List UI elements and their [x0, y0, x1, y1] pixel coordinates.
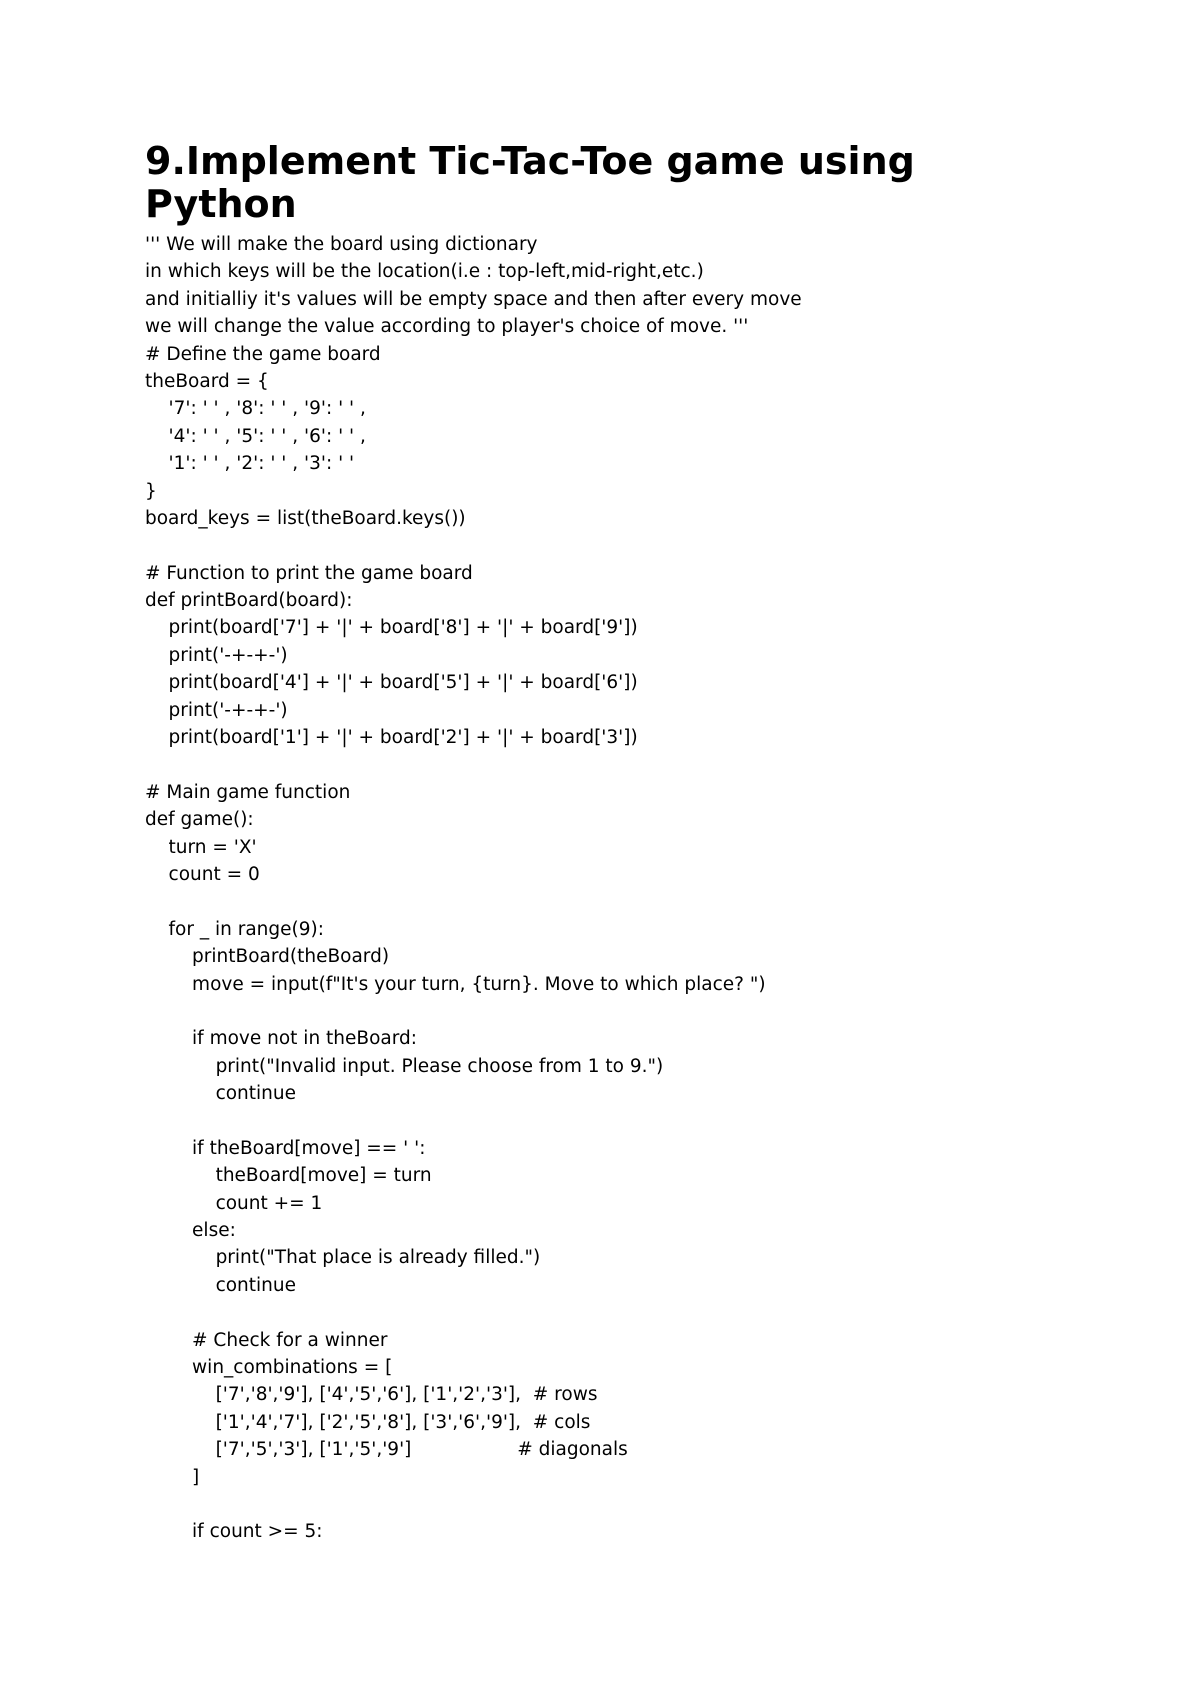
code-line	[145, 888, 1145, 915]
code-line: if move not in theBoard:	[145, 1028, 418, 1050]
code-line: ['7','5','3'], ['1','5','9'] # diagonals	[145, 1439, 628, 1461]
code-line: def printBoard(board):	[145, 590, 353, 612]
title-line-1: 9.Implement Tic-Tac-Toe game using	[145, 139, 915, 183]
code-line: ['7','8','9'], ['4','5','6'], ['1','2','3'], # rows	[145, 1384, 598, 1406]
code-line: }	[145, 480, 157, 502]
code-line: board_keys = list(theBoard.keys())	[145, 507, 466, 529]
code-line: else:	[145, 1220, 236, 1242]
code-line: print("That place is already filled.")	[145, 1247, 541, 1269]
code-line: for _ in range(9):	[145, 918, 324, 940]
code-line	[145, 751, 1145, 778]
code-line: printBoard(theBoard)	[145, 946, 390, 968]
code-line: def game():	[145, 809, 254, 831]
code-line: print(board['4'] + '|' + board['5'] + '|' + board['6'])	[145, 672, 638, 694]
code-line	[145, 1108, 1145, 1135]
code-line: # Check for a winner	[145, 1329, 388, 1351]
code-line	[145, 1491, 1145, 1518]
code-line: move = input(f"It's your turn, {turn}. Move to which place? ")	[145, 973, 766, 995]
code-line: # Main game function	[145, 781, 351, 803]
code-line: print("Invalid input. Please choose from 1 to 9.")	[145, 1055, 664, 1077]
code-line	[145, 532, 1145, 559]
document-title	[145, 140, 1065, 226]
code-line: we will change the value according to player's choice of move. '''	[145, 316, 749, 338]
code-line: '1': ' ' , '2': ' ' , '3': ' '	[145, 453, 355, 475]
code-line: turn = 'X'	[145, 836, 257, 858]
code-listing	[145, 231, 1145, 1546]
code-line: print(board['1'] + '|' + board['2'] + '|' + board['3'])	[145, 727, 638, 749]
code-line: # Define the game board	[145, 343, 381, 365]
code-line: # Function to print the game board	[145, 562, 473, 584]
code-line: print(board['7'] + '|' + board['8'] + '|' + board['9'])	[145, 617, 638, 639]
code-line: count += 1	[145, 1192, 323, 1214]
code-line: '7': ' ' , '8': ' ' , '9': ' ' ,	[145, 398, 366, 420]
code-line	[145, 1299, 1145, 1326]
code-line: print('-+-+-')	[145, 699, 288, 721]
code-line: print('-+-+-')	[145, 644, 288, 666]
code-line: ['1','4','7'], ['2','5','8'], ['3','6','9'], # cols	[145, 1411, 591, 1433]
code-line: '4': ' ' , '5': ' ' , '6': ' ' ,	[145, 425, 366, 447]
code-line	[145, 998, 1145, 1025]
code-line: continue	[145, 1274, 297, 1296]
code-line: and initialliy it's values will be empty space and then after every move	[145, 288, 802, 310]
code-line: theBoard[move] = turn	[145, 1165, 432, 1187]
code-line: count = 0	[145, 863, 260, 885]
code-line: theBoard = {	[145, 370, 269, 392]
title-line-2: Python	[145, 182, 297, 226]
code-line: in which keys will be the location(i.e : top-left,mid-right,etc.)	[145, 261, 704, 283]
code-line: ]	[145, 1466, 200, 1488]
code-line: win_combinations = [	[145, 1357, 393, 1379]
code-line: if theBoard[move] == ' ':	[145, 1137, 426, 1159]
code-line: ''' We will make the board using dictionary	[145, 234, 538, 255]
code-line: if count >= 5:	[145, 1521, 323, 1543]
code-line: continue	[145, 1083, 297, 1105]
